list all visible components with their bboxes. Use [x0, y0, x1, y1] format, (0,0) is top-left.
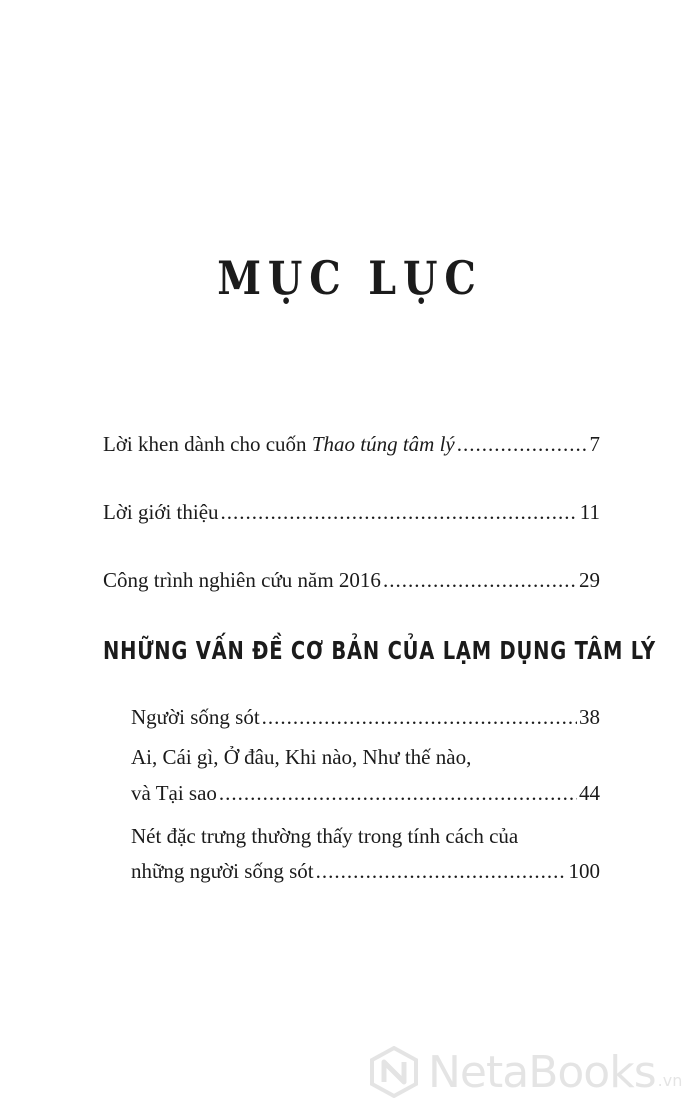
toc-page-number: 100: [568, 859, 600, 883]
toc-entry-label: những người sống sót: [131, 859, 314, 883]
dot-leader: [457, 432, 588, 457]
toc-page-number: 7: [589, 432, 600, 456]
netabooks-watermark: [368, 1046, 682, 1098]
dot-leader: [221, 500, 578, 525]
toc-entry-survivors[interactable]: [131, 705, 600, 730]
watermark-tld: .vn: [657, 1071, 683, 1090]
toc-entry-label: Công trình nghiên cứu năm 2016: [103, 568, 381, 592]
toc-page-number: 11: [579, 500, 600, 524]
toc-entry-who-what[interactable]: [131, 781, 600, 806]
toc-entry-research-2016[interactable]: [103, 568, 600, 593]
toc-entry-traits[interactable]: [131, 859, 600, 884]
dot-leader: [219, 781, 577, 806]
dot-leader: [316, 859, 567, 884]
page-title: MỤC LỤC: [217, 251, 483, 305]
toc-entry-label: Lời khen dành cho cuốn Thao túng tâm lý: [103, 432, 455, 456]
toc-entry-traits-line1[interactable]: Nét đặc trưng thường thấy trong tính cách của: [131, 824, 519, 848]
netabooks-logo-icon: [368, 1046, 420, 1098]
toc-entry-label: và Tại sao: [131, 781, 217, 805]
toc-entry-label: Người sống sót: [131, 705, 260, 729]
watermark-brand: NetaBooks: [428, 1046, 656, 1098]
book-title-italic: Thao túng tâm lý: [311, 432, 455, 456]
dot-leader: [262, 705, 577, 730]
toc-page-number: 44: [579, 781, 600, 805]
section-heading: NHỮNG VẤN ĐỀ CƠ BẢN CỦA LẠM DỤNG TÂM LÝ: [103, 636, 656, 665]
dot-leader: [383, 568, 577, 593]
toc-entry-introduction[interactable]: [103, 500, 600, 525]
toc-entry-label: Lời giới thiệu: [103, 500, 219, 524]
toc-entry-who-what-line1[interactable]: Ai, Cái gì, Ở đâu, Khi nào, Như thế nào,: [131, 745, 472, 769]
toc-page-number: 29: [579, 568, 600, 592]
toc-entry-praise[interactable]: [103, 432, 600, 457]
toc-page-number: 38: [579, 705, 600, 729]
